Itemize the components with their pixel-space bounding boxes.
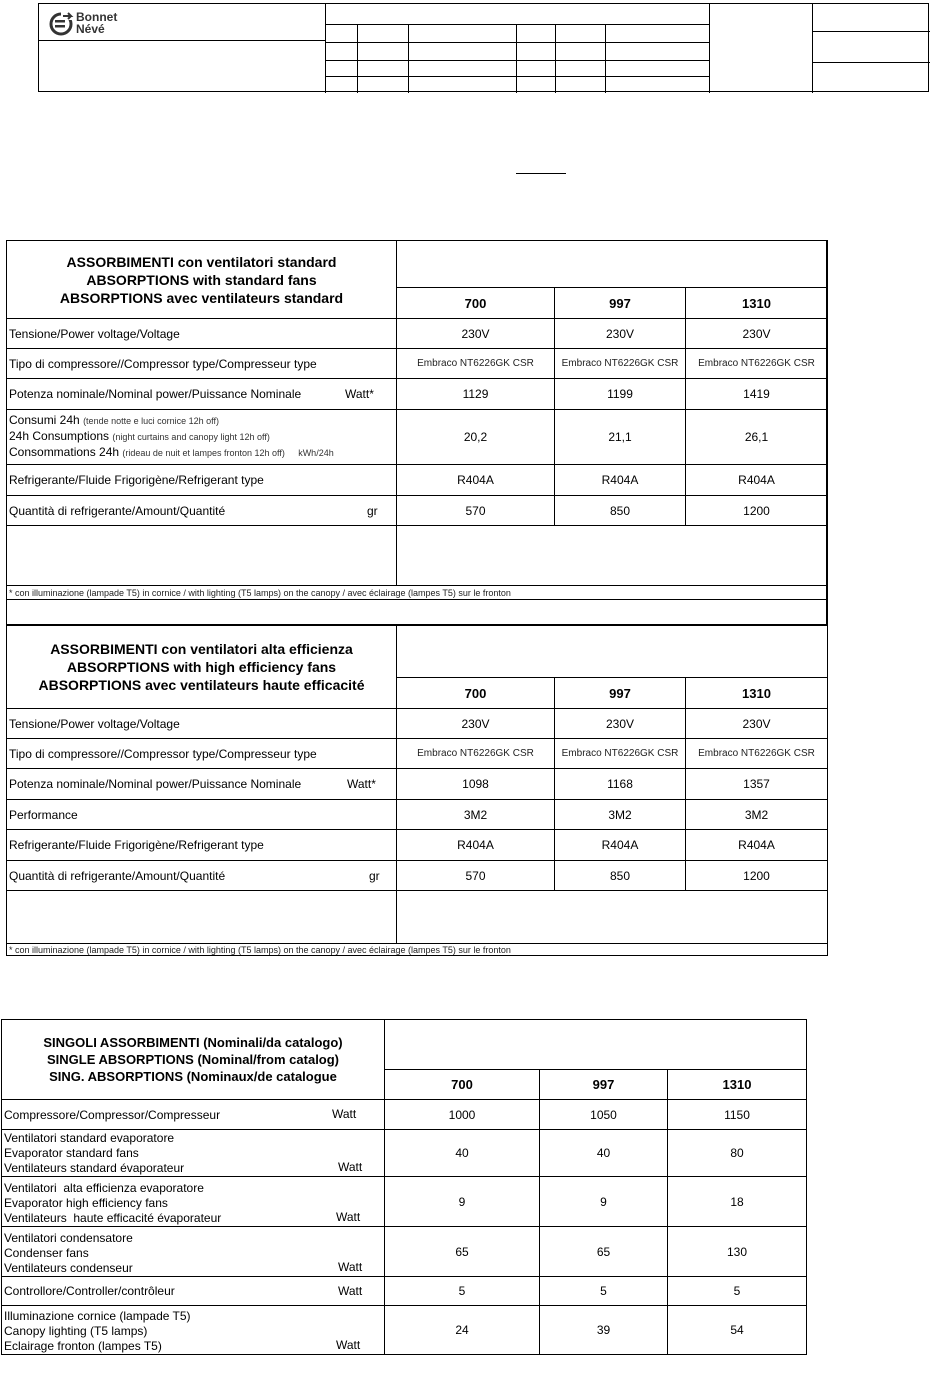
header-blank	[397, 626, 828, 678]
cell: 1000	[385, 1100, 540, 1130]
header-divider	[325, 42, 709, 43]
label-line: Ventilatori condensatore	[4, 1231, 133, 1245]
row-label: Tensione/Power voltage/Voltage	[7, 709, 397, 739]
cell: 1419	[686, 379, 828, 410]
header-divider	[516, 24, 517, 93]
cell: 130	[668, 1227, 807, 1277]
header-divider	[325, 24, 709, 25]
cell: 26,1	[686, 410, 828, 465]
blank-row	[7, 600, 828, 626]
row-label	[2, 1227, 385, 1277]
table-title	[7, 241, 397, 319]
row-label	[7, 769, 397, 800]
cell: 850	[555, 496, 686, 526]
table-row	[7, 739, 828, 769]
cell: 65	[385, 1227, 540, 1277]
table-row	[2, 1277, 807, 1306]
table-title	[2, 1020, 385, 1100]
label-line: Ventilateurs standard évaporateur	[4, 1161, 185, 1175]
brand-logo	[45, 8, 135, 38]
cell: 3M2	[555, 800, 686, 830]
table-title	[7, 626, 397, 709]
bonnet-neve-logo-icon	[47, 10, 75, 38]
cell: 80	[668, 1130, 807, 1177]
row-label	[7, 410, 397, 465]
title-underline	[516, 173, 566, 174]
unit-label: Watt	[332, 1107, 357, 1121]
label-line: Ventilatori alta efficienza evaporatore	[4, 1181, 204, 1195]
row-label: Tipo di compressore//Compressor type/Compresseur type	[7, 739, 397, 769]
table-row	[7, 496, 828, 526]
header-divider	[812, 31, 930, 32]
header-divider	[812, 62, 930, 63]
row-label	[7, 496, 397, 526]
consumption-en-note: (night curtains and canopy light 12h off)	[112, 432, 270, 442]
header-divider	[325, 76, 709, 77]
blank-cell	[7, 526, 397, 586]
header-divider	[812, 4, 813, 93]
table-row	[7, 861, 828, 891]
row-label	[2, 1100, 385, 1130]
column-header: 997	[555, 288, 686, 319]
unit-label: Watt	[338, 1284, 363, 1298]
cell: 1050	[540, 1100, 668, 1130]
cell: 20,2	[397, 410, 555, 465]
row-label: Performance	[7, 800, 397, 830]
header-divider	[605, 24, 606, 93]
header-blank	[397, 241, 828, 288]
label-line: Illuminazione cornice (lampade T5)	[4, 1309, 191, 1323]
document-header	[38, 3, 929, 92]
table-row	[2, 1177, 807, 1227]
table-row	[2, 1227, 807, 1277]
unit-label: Watt	[338, 1260, 363, 1274]
title-it: ASSORBIMENTI con ventilatori alta efficienza	[50, 641, 353, 657]
column-header: 700	[397, 288, 555, 319]
cell: R404A	[555, 830, 686, 861]
header-divider	[325, 4, 326, 93]
table-row	[7, 410, 828, 465]
title-it: SINGOLI ASSORBIMENTI (Nominali/da catalogo)	[43, 1035, 343, 1050]
cell: 1357	[686, 769, 828, 800]
footnote: * con illuminazione (lampade T5) in cornice / with lighting (T5 lamps) on the canopy / avec éclairage (lampes T5) sur le fronton	[7, 944, 828, 956]
logo-text-line2: Névé	[76, 22, 105, 36]
row-label: Refrigerante/Fluide Frigorigène/Refrigerant type	[7, 465, 397, 496]
table-row	[7, 800, 828, 830]
column-header: 700	[397, 678, 555, 709]
cell: 1200	[686, 496, 828, 526]
label-line: Ventilateurs haute efficacité évaporateur	[4, 1211, 222, 1225]
title-en: SINGLE ABSORPTIONS (Nominal/from catalog)	[46, 1052, 340, 1067]
cell: 570	[397, 861, 555, 891]
row-label	[2, 1306, 385, 1355]
header-divider	[709, 4, 710, 93]
cell: 230V	[397, 319, 555, 349]
column-header: 997	[540, 1070, 668, 1100]
consumption-fr-note: (rideau de nuit et lampes fronton 12h off)	[122, 448, 285, 458]
cell: 3M2	[686, 800, 828, 830]
table-row	[7, 379, 828, 410]
table-row	[7, 709, 828, 739]
header-divider	[39, 40, 325, 41]
column-header: 1310	[686, 678, 828, 709]
cell: 3M2	[397, 800, 555, 830]
column-header: 997	[555, 678, 686, 709]
label-line: Condenser fans	[4, 1246, 89, 1260]
cell: 5	[385, 1277, 540, 1306]
table-row	[2, 1100, 807, 1130]
table-row	[7, 830, 828, 861]
label-text: Quantità di refrigerante/Amount/Quantité	[9, 868, 226, 883]
cell: Embraco NT6226GK CSR	[397, 349, 555, 379]
consumption-it-note: (tende notte e luci cornice 12h off)	[83, 416, 219, 426]
cell: 850	[555, 861, 686, 891]
cell: 5	[668, 1277, 807, 1306]
unit-label: Watt*	[345, 387, 374, 401]
cell: R404A	[397, 830, 555, 861]
row-label: Refrigerante/Fluide Frigorigène/Refrigerant type	[7, 830, 397, 861]
cell: Embraco NT6226GK CSR	[686, 349, 828, 379]
row-label	[2, 1130, 385, 1177]
row-label	[2, 1277, 385, 1306]
cell: 1200	[686, 861, 828, 891]
label-text: Quantità di refrigerante/Amount/Quantité	[9, 503, 226, 518]
row-label	[2, 1177, 385, 1227]
cell: Embraco NT6226GK CSR	[555, 349, 686, 379]
cell: 230V	[686, 709, 828, 739]
logo-text-line1: Bonnet	[76, 10, 118, 24]
column-header: 1310	[686, 288, 828, 319]
unit-label: kWh/24h	[298, 448, 334, 458]
label-line: Evaporator standard fans	[4, 1146, 139, 1160]
row-label: Tipo di compressore//Compressor type/Compresseur type	[7, 349, 397, 379]
cell: R404A	[686, 465, 828, 496]
label-line: Ventilatori standard evaporatore	[4, 1131, 175, 1145]
table-row	[7, 319, 828, 349]
row-label: Tensione/Power voltage/Voltage	[7, 319, 397, 349]
cell: 1129	[397, 379, 555, 410]
cell: 40	[540, 1130, 668, 1177]
consumption-it: Consumi 24h	[9, 413, 80, 427]
label-text: Compressore/Compressor/Compresseur	[4, 1107, 221, 1122]
title-fr: SING. ABSORPTIONS (Nominaux/de catalogue	[49, 1069, 337, 1084]
label-line: Ventilateurs condenseur	[4, 1261, 133, 1275]
blank-cell	[397, 891, 828, 944]
cell: 9	[385, 1177, 540, 1227]
label-line: Eclairage fronton (lampes T5)	[4, 1339, 162, 1353]
column-header: 1310	[668, 1070, 807, 1100]
cell: 230V	[555, 709, 686, 739]
header-divider	[325, 60, 709, 61]
cell: 570	[397, 496, 555, 526]
title-en: ABSORPTIONS with high efficiency fans	[66, 659, 337, 675]
cell: 230V	[686, 319, 828, 349]
table-row	[7, 349, 828, 379]
cell: R404A	[397, 465, 555, 496]
blank-cell	[7, 891, 397, 944]
blank-cell	[397, 526, 828, 586]
cell: 1098	[397, 769, 555, 800]
unit-label: Watt	[336, 1338, 361, 1352]
consumption-en: 24h Consumptions	[9, 429, 110, 443]
cell: 18	[668, 1177, 807, 1227]
cell: 1199	[555, 379, 686, 410]
cell: 1150	[668, 1100, 807, 1130]
table-row	[7, 465, 828, 496]
label-text: Controllore/Controller/contrôleur	[4, 1284, 175, 1298]
cell: Embraco NT6226GK CSR	[686, 739, 828, 769]
absorptions-standard-table	[6, 240, 828, 626]
cell: 1168	[555, 769, 686, 800]
cell: 39	[540, 1306, 668, 1355]
table-row	[2, 1306, 807, 1355]
cell: 230V	[397, 709, 555, 739]
title-fr: ABSORPTIONS avec ventilateurs haute efficacité	[38, 677, 365, 693]
unit-label: Watt	[336, 1210, 361, 1224]
unit-label: gr	[369, 869, 380, 883]
header-divider	[357, 24, 358, 93]
cell: 21,1	[555, 410, 686, 465]
unit-label: Watt*	[347, 777, 376, 791]
label-text: Potenza nominale/Nominal power/Puissance Nominale	[9, 387, 302, 401]
label-line: Evaporator high efficiency fans	[4, 1196, 168, 1210]
footnote: * con illuminazione (lampade T5) in cornice / with lighting (T5 lamps) on the canopy / avec éclairage (lampes T5) sur le fronton	[7, 586, 828, 600]
column-header: 700	[385, 1070, 540, 1100]
absorptions-high-efficiency-table	[6, 625, 828, 956]
cell: R404A	[555, 465, 686, 496]
consumption-fr: Consommations 24h	[9, 445, 120, 459]
title-fr: ABSORPTIONS avec ventilateurs standard	[59, 289, 344, 306]
title-en: ABSORPTIONS with standard fans	[86, 271, 317, 288]
header-blank	[385, 1020, 807, 1070]
cell: 24	[385, 1306, 540, 1355]
cell: Embraco NT6226GK CSR	[555, 739, 686, 769]
row-label	[7, 861, 397, 891]
unit-label: gr	[367, 504, 378, 518]
row-label	[7, 379, 397, 410]
cell: Embraco NT6226GK CSR	[397, 739, 555, 769]
cell: 230V	[555, 319, 686, 349]
cell: 40	[385, 1130, 540, 1177]
title-it: ASSORBIMENTI con ventilatori standard	[66, 253, 337, 270]
table-row	[7, 769, 828, 800]
single-absorptions-table	[1, 1019, 807, 1355]
cell: 9	[540, 1177, 668, 1227]
header-divider	[555, 24, 556, 93]
header-divider	[408, 24, 409, 93]
cell: 65	[540, 1227, 668, 1277]
cell: 5	[540, 1277, 668, 1306]
table-row	[2, 1130, 807, 1177]
cell: R404A	[686, 830, 828, 861]
label-text: Potenza nominale/Nominal power/Puissance Nominale	[9, 777, 302, 791]
cell: 54	[668, 1306, 807, 1355]
unit-label: Watt	[338, 1160, 363, 1174]
label-line: Canopy lighting (T5 lamps)	[4, 1324, 148, 1338]
